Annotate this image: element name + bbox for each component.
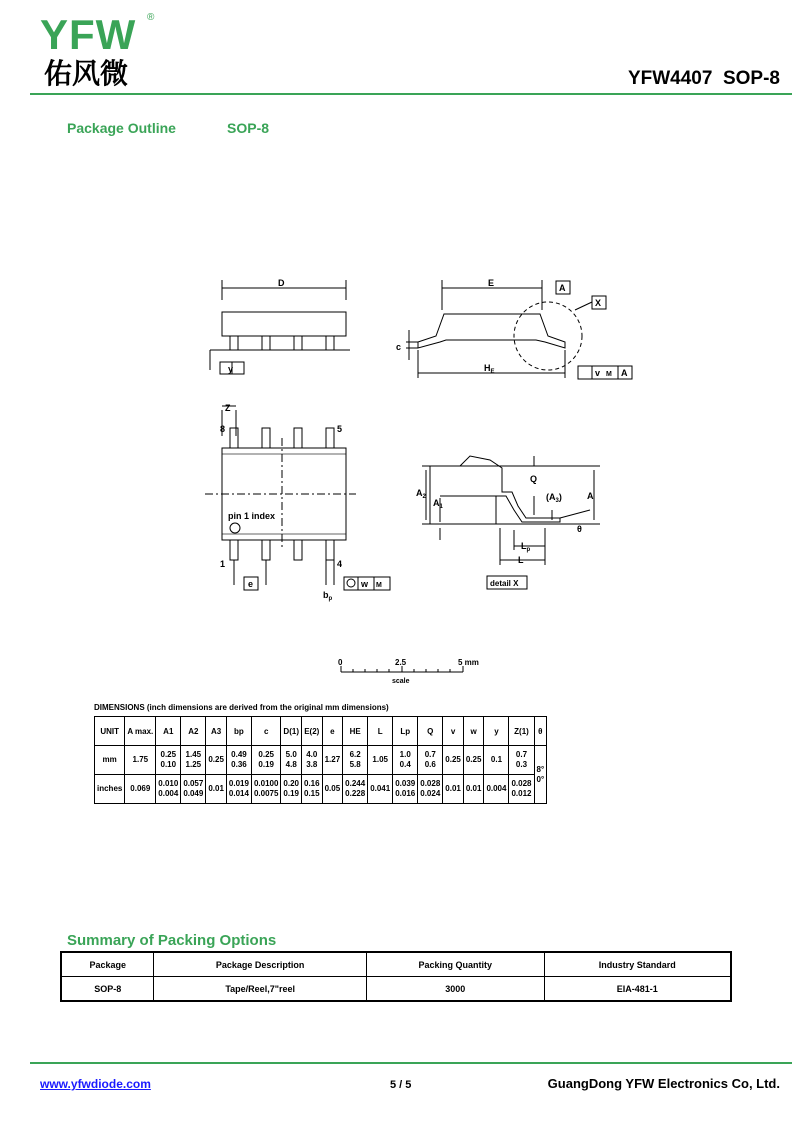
- dimensions-cell: inches: [95, 775, 125, 804]
- label-m-w: M: [376, 582, 382, 589]
- dimensions-cell: 1.45 1.25: [181, 746, 206, 775]
- dimensions-cell: 0.010 0.004: [156, 775, 181, 804]
- scale-5mm: 5 mm: [458, 658, 479, 667]
- packing-table: [60, 951, 732, 1002]
- scale-label: scale: [392, 678, 410, 685]
- dimensions-caption: DIMENSIONS (inch dimensions are derived from the original mm dimensions): [94, 703, 389, 712]
- packing-cell: SOP-8: [61, 977, 154, 1002]
- label-e-width: E: [488, 278, 495, 288]
- dimensions-cell: 0.20 0.19: [281, 775, 302, 804]
- label-theta: θ: [577, 524, 582, 534]
- dimensions-cell: 0.25 0.10: [156, 746, 181, 775]
- scale-0: 0: [338, 658, 343, 667]
- dimensions-cell: 0.25: [463, 746, 484, 775]
- dimensions-header-row: [95, 717, 547, 746]
- dimensions-header-cell: L: [368, 717, 393, 746]
- label-c: c: [396, 342, 402, 352]
- dimensions-cell: 0.01: [463, 775, 484, 804]
- package-outline-drawing: [0, 270, 800, 690]
- label-m-v: M: [606, 371, 612, 378]
- label-d: D: [278, 278, 285, 288]
- label-a-ref: A: [621, 368, 628, 378]
- logo-chinese: 佑风微: [44, 57, 129, 90]
- label-a2: $A_2$: [416, 488, 426, 500]
- dimensions-cell: 0.041: [368, 775, 393, 804]
- dimensions-header-cell: bp: [226, 717, 251, 746]
- dimensions-header-cell: θ: [534, 717, 547, 746]
- label-datum-a: A: [559, 283, 566, 293]
- label-a-height: A: [587, 491, 594, 501]
- packing-heading: Summary of Packing Options: [67, 932, 277, 949]
- dimensions-header-cell: A1: [156, 717, 181, 746]
- dimensions-table: [94, 716, 547, 804]
- label-l: L: [518, 555, 524, 565]
- label-a3: $(A_3)$: [546, 492, 562, 504]
- header-divider: [30, 93, 792, 95]
- dimensions-header-cell: v: [443, 717, 464, 746]
- dimensions-cell: 0.16 0.15: [302, 775, 323, 804]
- side-leads: [230, 336, 334, 350]
- dimensions-cell: 1.75: [125, 746, 156, 775]
- label-z: Z: [225, 403, 231, 413]
- packing-header-cell: Industry Standard: [544, 952, 731, 977]
- dimensions-header-cell: D(1): [281, 717, 302, 746]
- dimensions-cell: mm: [95, 746, 125, 775]
- packing-data-row: [61, 977, 731, 1002]
- dimensions-header-cell: UNIT: [95, 717, 125, 746]
- packing-header-row: [61, 952, 731, 977]
- label-q: Q: [530, 474, 538, 484]
- dimensions-cell: 0.244 0.228: [343, 775, 368, 804]
- label-a1: $A_1$: [433, 498, 443, 510]
- dimensions-header-cell: Q: [418, 717, 443, 746]
- dimensions-cell: 0.01: [443, 775, 464, 804]
- dimensions-cell: 6.2 5.8: [343, 746, 368, 775]
- packing-cell: 3000: [366, 977, 544, 1002]
- dimensions-cell: 0.7 0.6: [418, 746, 443, 775]
- dimensions-cell: 1.05: [368, 746, 393, 775]
- dimensions-cell: 0.25: [206, 746, 227, 775]
- label-pin8: 8: [220, 424, 226, 434]
- label-v: v: [595, 368, 601, 378]
- dimensions-cell: 0.25 0.19: [251, 746, 280, 775]
- top-leads-lower: [230, 540, 334, 560]
- dimensions-cell: 0.028 0.024: [418, 775, 443, 804]
- label-pin1-index: pin 1 index: [228, 511, 276, 521]
- package-body-end: [418, 314, 565, 348]
- dimensions-cell: 0.25: [443, 746, 464, 775]
- dimensions-header-cell: HE: [343, 717, 368, 746]
- dimensions-header-cell: A3: [206, 717, 227, 746]
- dimensions-cell: 0.7 0.3: [509, 746, 534, 775]
- dimensions-theta-cell: 8° 0°: [534, 746, 547, 804]
- page-number: 5 / 5: [390, 1079, 412, 1091]
- packing-cell: EIA-481-1: [544, 977, 731, 1002]
- footer-divider: [30, 1062, 792, 1064]
- company-name: GuangDong YFW Electronics Co, Ltd.: [547, 1076, 780, 1091]
- label-lp: $L_p$: [521, 541, 531, 553]
- dimensions-header-cell: c: [251, 717, 280, 746]
- dimensions-header-cell: A max.: [125, 717, 156, 746]
- dimensions-cell: 0.019 0.014: [226, 775, 251, 804]
- dimensions-cell: 0.01: [206, 775, 227, 804]
- packing-cell: Tape/Reel,7"reel: [154, 977, 367, 1002]
- registered-mark: ®: [147, 12, 155, 23]
- dimensions-mm-row: [95, 746, 547, 775]
- dimensions-cell: 5.0 4.8: [281, 746, 302, 775]
- label-pin4: 4: [337, 559, 343, 569]
- dimensions-cell: 1.0 0.4: [393, 746, 418, 775]
- label-w: w: [361, 579, 369, 589]
- label-y: y: [228, 364, 234, 374]
- dimensions-cell: 0.069: [125, 775, 156, 804]
- packing-header-cell: Packing Quantity: [366, 952, 544, 977]
- dimensions-cell: 1.27: [322, 746, 343, 775]
- dimensions-cell: 0.0100 0.0075: [251, 775, 280, 804]
- dimensions-header-cell: e: [322, 717, 343, 746]
- label-x: X: [595, 298, 602, 308]
- dimensions-cell: 0.057 0.049: [181, 775, 206, 804]
- website-link[interactable]: www.yfwdiode.com: [40, 1077, 151, 1091]
- dimensions-cell: 4.0 3.8: [302, 746, 323, 775]
- label-pin5: 5: [337, 424, 343, 434]
- dimensions-header-cell: Lp: [393, 717, 418, 746]
- scale-2-5: 2.5: [395, 658, 407, 667]
- label-he: $H_E$: [484, 363, 495, 375]
- dimensions-inches-row: [95, 775, 547, 804]
- dimensions-header-cell: A2: [181, 717, 206, 746]
- logo: YFW: [40, 11, 137, 58]
- dimensions-cell: 0.1: [484, 746, 509, 775]
- label-e-pitch: e: [248, 579, 254, 589]
- dimensions-header-cell: E(2): [302, 717, 323, 746]
- label-detail-x: detail X: [490, 579, 519, 588]
- pin1-index-mark: [230, 523, 240, 533]
- dimensions-cell: 0.039 0.016: [393, 775, 418, 804]
- dimensions-cell: 0.49 0.36: [226, 746, 251, 775]
- label-pin1: 1: [220, 559, 226, 569]
- dimensions-header-cell: w: [463, 717, 484, 746]
- dimensions-header-cell: y: [484, 717, 509, 746]
- dimensions-cell: 0.004: [484, 775, 509, 804]
- package-body-side: [222, 312, 346, 336]
- dimensions-cell: 0.028 0.012: [509, 775, 534, 804]
- label-bp: $b_p$: [323, 590, 333, 602]
- document-title: YFW4407 SOP-8: [627, 68, 780, 89]
- packing-header-cell: Package Description: [154, 952, 367, 977]
- dimensions-cell: 0.05: [322, 775, 343, 804]
- dimensions-header-cell: Z(1): [509, 717, 534, 746]
- package-outline-heading: Package Outline: [67, 120, 176, 136]
- packing-header-cell: Package: [61, 952, 154, 977]
- package-outline-type: SOP-8: [227, 120, 270, 136]
